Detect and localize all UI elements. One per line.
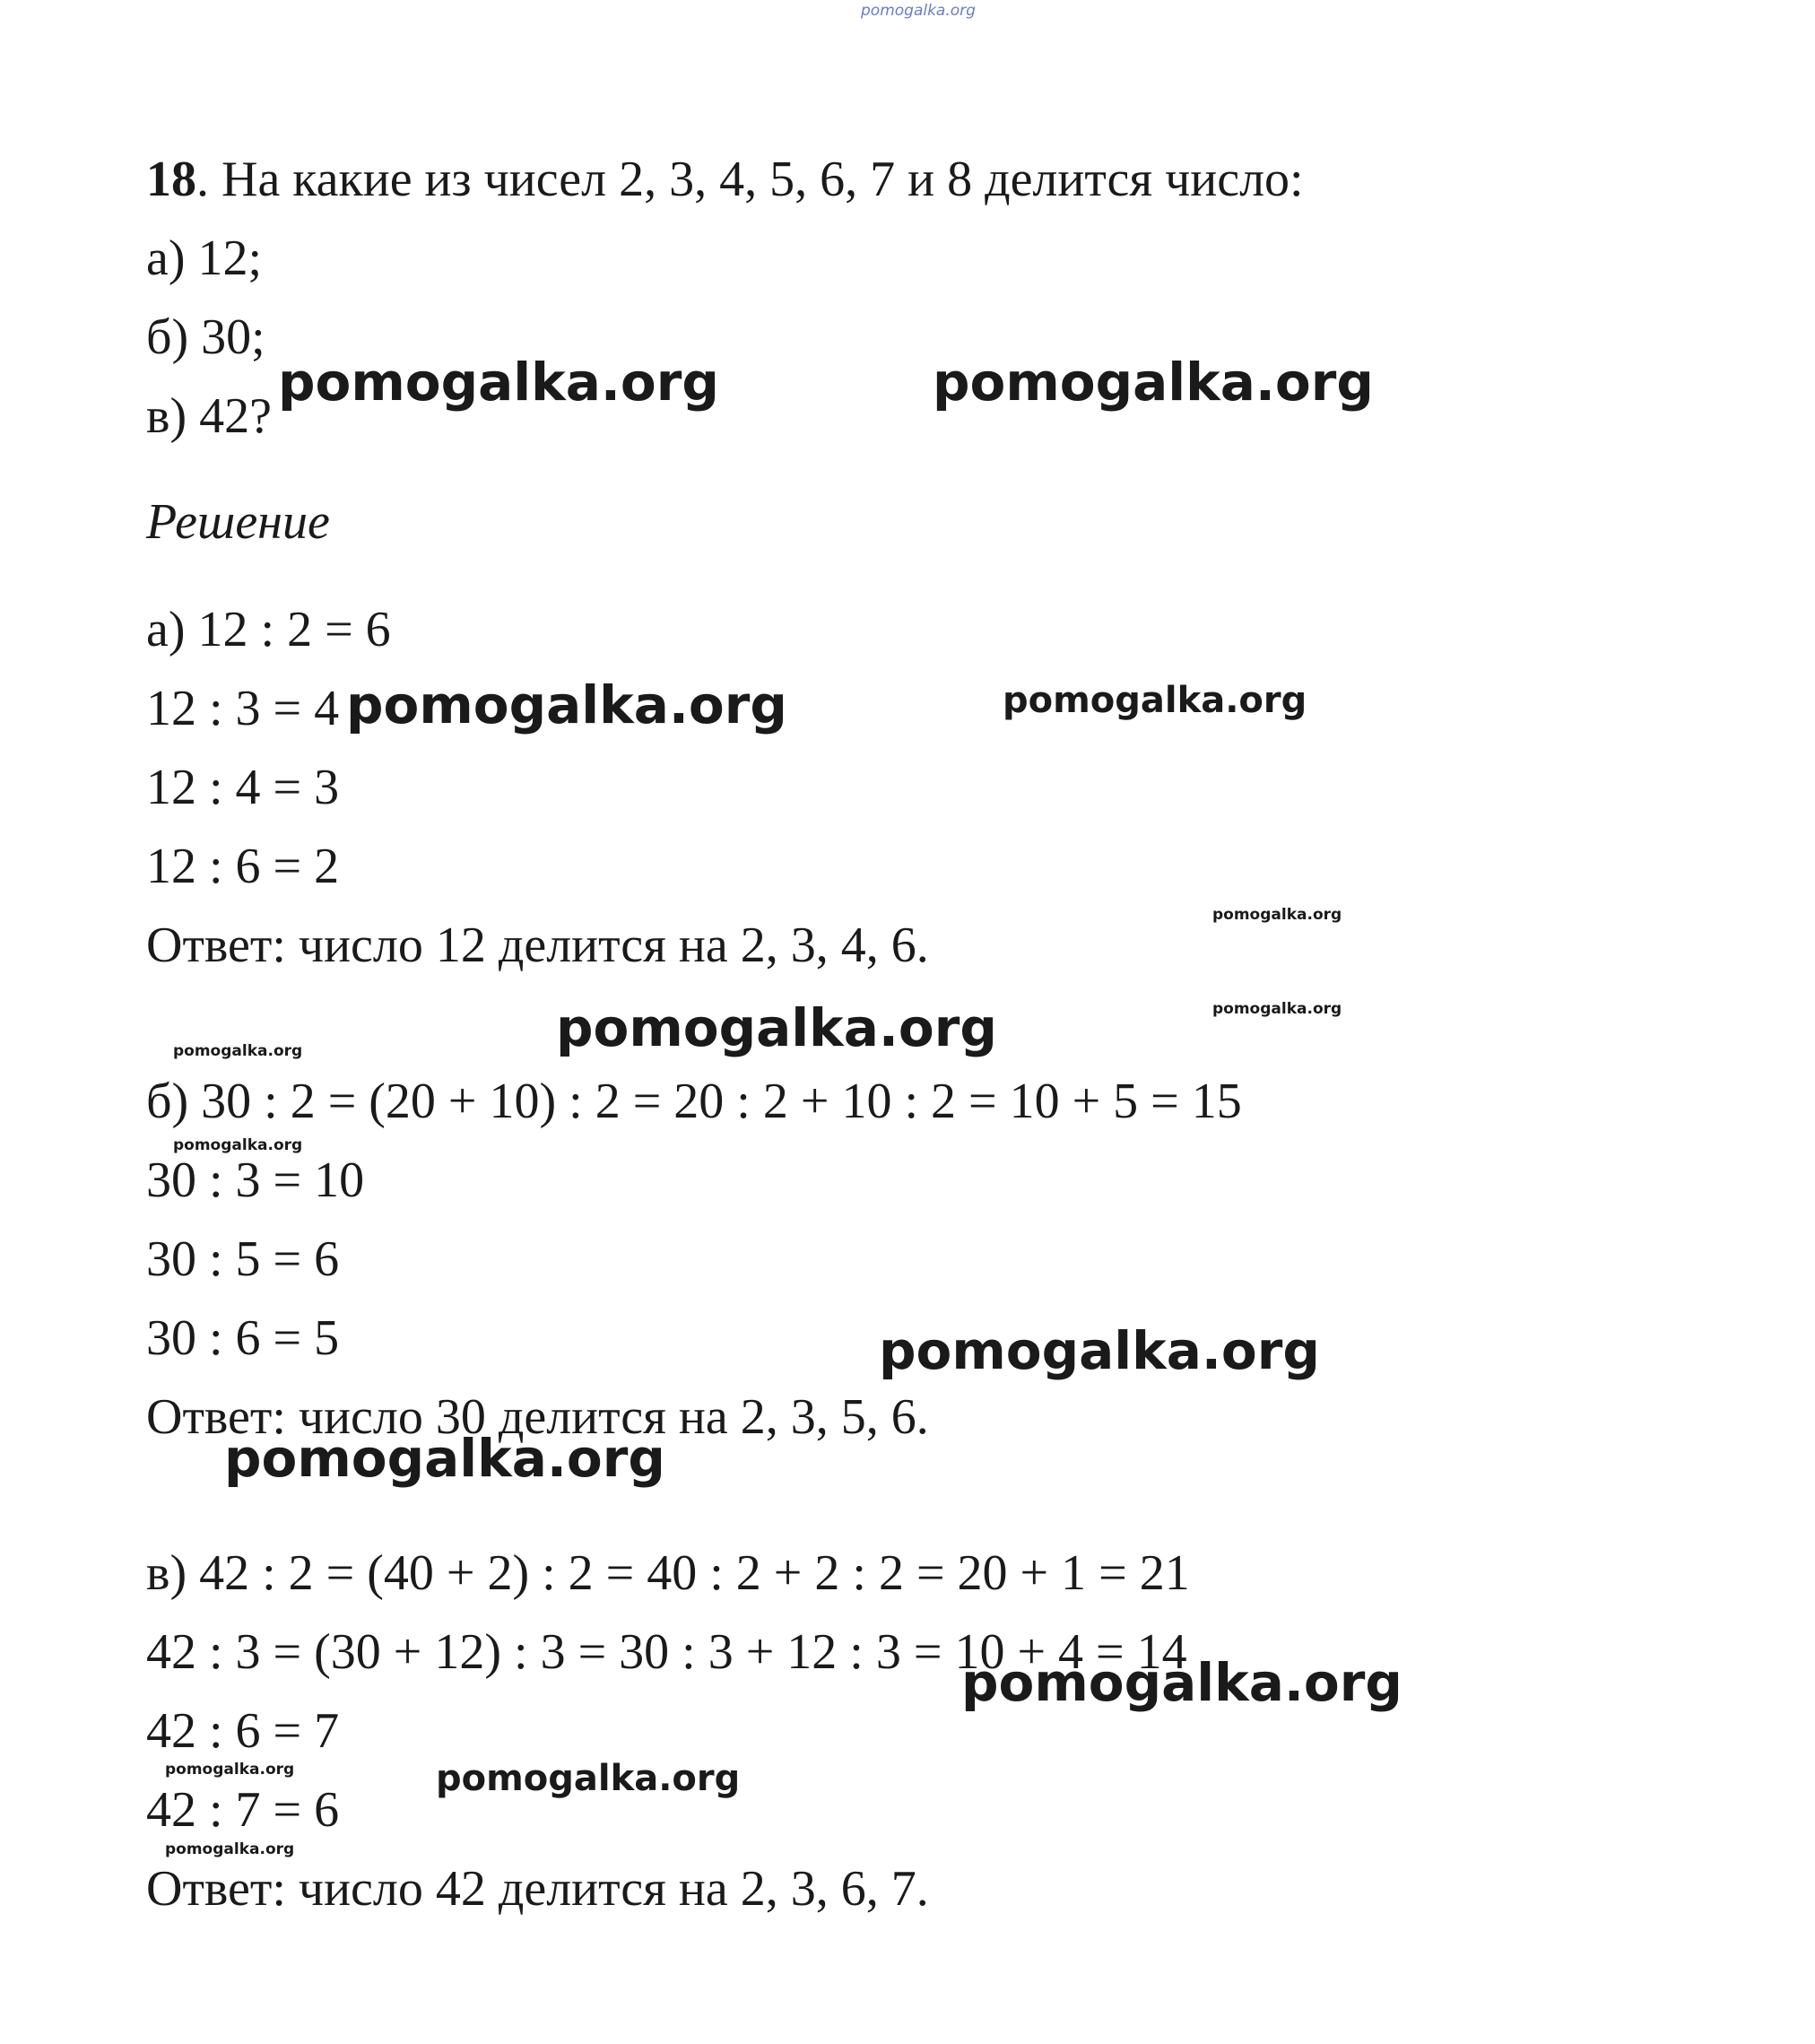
watermark: pomogalka.org [165,1761,295,1779]
part-c-line-4: 42 : 7 = 6 [146,1782,340,1838]
task-number: 18 [146,152,196,207]
part-b-line-2: 30 : 3 = 10 [146,1152,365,1208]
watermark: pomogalka.org [173,1136,303,1154]
watermark: pomogalka.org [346,674,787,735]
watermark: pomogalka.org [556,997,997,1058]
watermark-top: pomogalka.org [861,2,976,20]
part-a-line-4: 12 : 6 = 2 [146,839,340,894]
watermark: pomogalka.org [278,352,719,413]
watermark: pomogalka.org [879,1320,1320,1381]
part-b-answer: Ответ: число 30 делится на 2, 3, 5, 6. [146,1389,929,1445]
part-a-line-2: 12 : 3 = 4 [146,681,340,736]
task-item-b: б) 30; [146,309,265,365]
task-statement [146,151,1304,208]
watermark: pomogalka.org [224,1428,665,1489]
part-b-line-1: б) 30 : 2 = (20 + 10) : 2 = 20 : 2 + 10 : 2 = 10 + 5 = 15 [146,1074,1242,1129]
part-a-line-3: 12 : 4 = 3 [146,760,340,815]
watermark: pomogalka.org [1212,906,1342,924]
watermark: pomogalka.org [933,352,1374,413]
part-b-line-3: 30 : 5 = 6 [146,1231,340,1287]
watermark: pomogalka.org [1212,1000,1342,1018]
solution-label: Решение [146,494,330,550]
watermark: pomogalka.org [1003,680,1307,721]
watermark: pomogalka.org [436,1758,741,1799]
part-c-line-3: 42 : 6 = 7 [146,1703,340,1759]
task-question: . На какие из чисел 2, 3, 4, 5, 6, 7 и 8 делится число: [196,152,1304,207]
part-b-line-4: 30 : 6 = 5 [146,1310,340,1366]
part-a-answer: Ответ: число 12 делится на 2, 3, 4, 6. [146,918,929,973]
watermark: pomogalka.org [173,1042,303,1060]
task-item-a: а) 12; [146,230,263,286]
part-c-line-2: 42 : 3 = (30 + 12) : 3 = 30 : 3 + 12 : 3 = 10 + 4 = 14 [146,1624,1187,1680]
task-item-c: в) 42? [146,388,272,444]
part-c-answer: Ответ: число 42 делится на 2, 3, 6, 7. [146,1861,929,1917]
part-c-line-1: в) 42 : 2 = (40 + 2) : 2 = 40 : 2 + 2 : 2 = 20 + 1 = 21 [146,1545,1190,1601]
part-a-line-1: а) 12 : 2 = 6 [146,602,391,657]
watermark: pomogalka.org [961,1652,1402,1713]
watermark: pomogalka.org [165,1840,295,1858]
